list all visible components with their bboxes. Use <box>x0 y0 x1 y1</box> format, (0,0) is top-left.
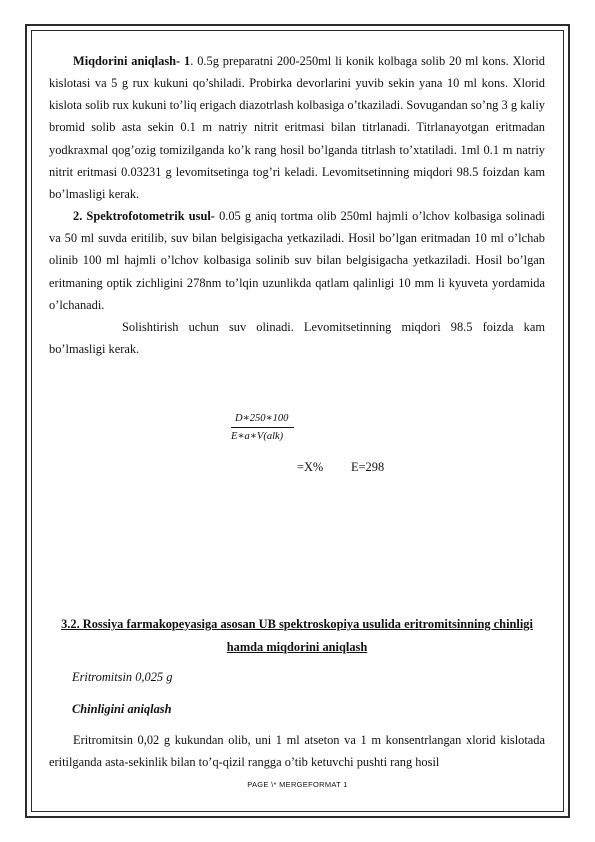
section-heading: 3.2. Rossiya farmakopeyasiga asosan UB spektroskopiya usulida eritromitsinning chinligi hamda miqdorini aniqlash <box>61 617 533 654</box>
paragraph-comparison: Solishtirish uchun suv olinadi. Levomitsetinning miqdori 98.5 foizda kam bo’lmasligi kerak. <box>49 319 545 357</box>
titration-text: . 0.5g preparatni 200-250ml li konik kolbaga solib 20 ml kons. Xlorid kislotasi va 5 g rux kukuni qo’shiladi. Probirka devorlarini yuvib sekin yana 10 ml kons. Xlorid kislota solib rux kukuni to’liq erigach diazotrlash kolbasiga o’tkaziladi. Sovugandan so’ng 3 g kaliy bromid solib asta sekin 0.1 m natriy nitrit eritmasi bilan titrlanadi. Titrlanayotgan eritmadan yodkraxmal qog’ozig tomizilganda ko’k rang hosil bo’lganda titrlash to’xtatiladi. 1ml 0.1 m natriy nitrit eritmasi 0.03231 g levomitsetinga tog’ri keladi. Levomitsetinning miqdori 98.5 foizdan kam bo’lmasligi kerak. <box>49 54 545 201</box>
paragraph-erythromycin: Eritromitsin 0,02 g kukundan olib, uni 1 ml atseton va 1 m konsentrlangan xlorid kislotada eritilganda asta-sekinlik bilan to’q-qizil rangga o’tib ketuvchi pushti rang hosil <box>49 733 545 770</box>
fraction-bar <box>231 427 294 428</box>
formula-result: =X% <box>297 460 324 474</box>
formula-denominator: E∗a∗V(alk) <box>231 431 284 442</box>
document-body-lower <box>49 729 545 773</box>
page-footer: PAGE \* MERGEFORMAT 1 <box>247 780 348 789</box>
titration-lead: Miqdorini aniqlash- 1 <box>73 54 191 68</box>
formula-fraction <box>231 412 294 444</box>
formula <box>229 412 429 472</box>
formula-e-value: E=298 <box>351 460 385 474</box>
paragraph-spectrophotometry <box>49 205 545 316</box>
formula-numerator: D∗250∗100 <box>235 413 289 424</box>
spectro-lead: 2. Spektrofotometrik usul- <box>73 209 215 224</box>
document-body <box>49 50 545 360</box>
sample-mass: Eritromitsin 0,025 g <box>72 670 173 684</box>
paragraph-titration <box>49 50 545 205</box>
spectro-text: 0.05 g aniq tortma olib 250ml hajmli o’lchov kolbasiga solinadi va 50 ml suvda eritilib, suv bilan belgisigacha yetkaziladi. Hosil bo’lgan eritmadan 10 ml o’lchab olinib 100 ml hajmli o’lchov kolbasiga solinib suv bilan belgisigacha yetkaziladi. Hosil bo’lgan eritmaning optik zichligini 278nm to’lqin uzunlikda qatlam qalinligi 10 mm li kyuveta yordamida o’lchanadi. <box>49 209 545 312</box>
subheading-identity: Chinligini aniqlash <box>72 702 172 716</box>
